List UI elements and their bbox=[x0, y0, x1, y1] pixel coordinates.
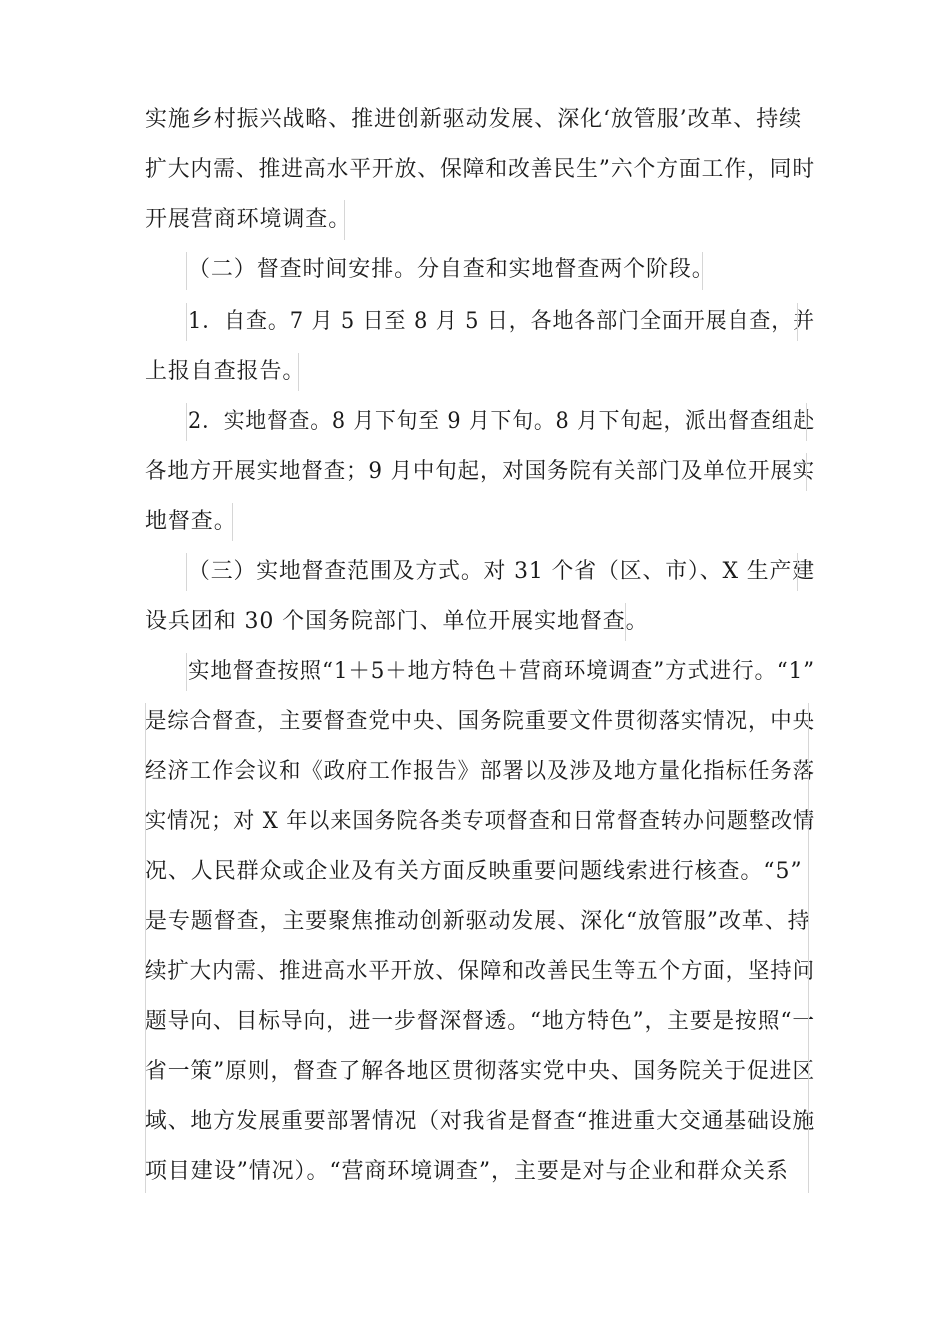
text-line: 题导向、目标导向，进一步督深督透。“地方特色”，主要是按照“一 bbox=[145, 1009, 815, 1034]
text-line: 况、人民群众或企业及有关方面反映重要问题线索进行核查。“5” bbox=[145, 859, 803, 884]
text-box-edge bbox=[186, 653, 187, 691]
text-box-edge bbox=[625, 603, 626, 641]
section-heading: （二）督查时间安排。分自查和实地督查两个阶段。 bbox=[188, 257, 715, 282]
text-line: 经济工作会议和《政府工作报告》部署以及涉及地方量化指标任务落 bbox=[145, 759, 815, 784]
text-box-edge bbox=[806, 453, 807, 491]
text-line: 续扩大内需、推进高水平开放、保障和改善民生等五个方面，坚持问 bbox=[145, 959, 815, 984]
text-box-edge bbox=[797, 303, 798, 341]
text-line: 开展营商环境调查。 bbox=[145, 207, 352, 232]
text-line: 实地督查按照“1＋5＋地方特色＋营商环境调查”方式进行。“1” bbox=[188, 659, 816, 684]
text-box-edge bbox=[702, 252, 703, 290]
text-box-edge bbox=[186, 303, 187, 341]
text-box-edge bbox=[145, 703, 146, 1193]
text-line: 域、地方发展重要部署情况（对我省是督查“推进重大交通基础设施 bbox=[145, 1109, 816, 1134]
text-line: 设兵团和 30 个国务院部门、单位开展实地督查。 bbox=[145, 609, 649, 634]
text-box-edge bbox=[797, 553, 798, 591]
text-line: 是专题督查，主要聚焦推动创新驱动发展、深化“放管服”改革、持 bbox=[145, 909, 811, 934]
text-box-edge bbox=[186, 553, 187, 591]
text-line: 实情况；对 X 年以来国务院各类专项督查和日常督查转办问题整改情 bbox=[145, 809, 815, 834]
text-line: 是综合督查，主要督查党中央、国务院重要文件贯彻落实情况，中央 bbox=[145, 709, 815, 734]
text-line: 实施乡村振兴战略、推进创新驱动发展、深化‘放管服’改革、持续 bbox=[145, 107, 802, 132]
text-line: 上报自查报告。 bbox=[145, 359, 306, 384]
text-box-edge bbox=[344, 200, 345, 240]
text-box-edge bbox=[186, 252, 187, 290]
text-line: 扩大内需、推进高水平开放、保障和改善民生”六个方面工作，同时 bbox=[145, 157, 816, 182]
text-line: 1．自查。7 月 5 日至 8 月 5 日，各地各部门全面开展自查，并 bbox=[188, 309, 815, 334]
text-box-edge bbox=[808, 703, 809, 1193]
text-box-edge bbox=[186, 403, 187, 441]
text-line: 各地方开展实地督查；9 月中旬起，对国务院有关部门及单位开展实 bbox=[145, 459, 816, 484]
text-line: 地督查。 bbox=[145, 509, 237, 534]
text-line: 省一策”原则，督查了解各地区贯彻落实党中央、国务院关于促进区 bbox=[145, 1059, 816, 1084]
text-line: 项目建设”情况）。“营商环境调查”，主要是对与企业和群众关系 bbox=[145, 1159, 789, 1184]
text-box-edge bbox=[806, 403, 807, 441]
section-heading: （三）实地督查范围及方式。对 31 个省（区、市）、X 生产建 bbox=[188, 559, 815, 584]
text-box-edge bbox=[232, 503, 233, 541]
text-line: 2．实地督查。8 月下旬至 9 月下旬。8 月下旬起，派出督查组赴 bbox=[188, 409, 815, 434]
text-box-edge bbox=[298, 353, 299, 391]
